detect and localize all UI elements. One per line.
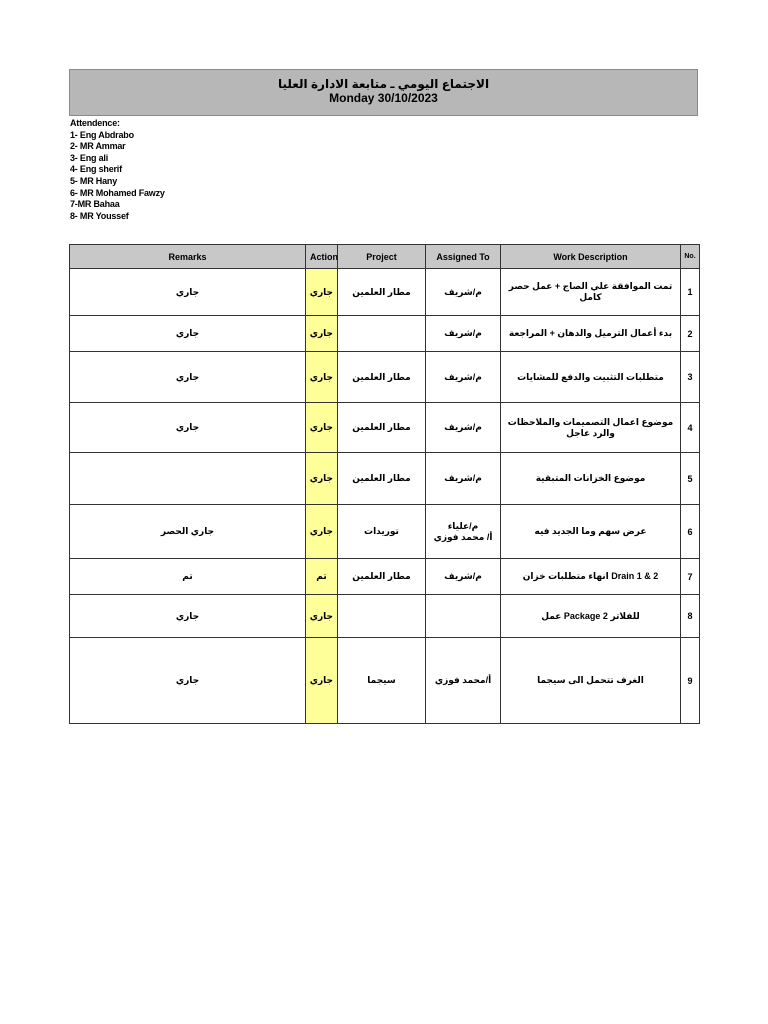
attendee: 5- MR Hany <box>70 175 118 186</box>
action-cell: جاري <box>306 403 338 453</box>
project-cell: مطار العلمين <box>338 352 426 403</box>
project-cell: مطار العلمين <box>338 453 426 505</box>
tasks-table <box>69 244 700 724</box>
row-number-cell: 1 <box>681 269 700 316</box>
row-number-cell: 7 <box>681 559 700 595</box>
work-description-cell: عرض سهم وما الجديد فيه <box>501 505 681 559</box>
row-number-cell: 2 <box>681 316 700 352</box>
remarks-cell: جاري <box>70 316 306 352</box>
column-header-no: No. <box>681 245 700 269</box>
work-description-cell: متطلبات التثبيت والدفع للمشايات <box>501 352 681 403</box>
column-header-work: Work Description <box>501 245 681 269</box>
table-row <box>70 316 700 352</box>
action-cell: تم <box>306 559 338 595</box>
table-header-row <box>70 245 700 269</box>
attendee: 7-MR Bahaa <box>70 199 120 210</box>
work-description-cell: الغرف تتحمل الى سيجما <box>501 638 681 724</box>
table-row <box>70 559 700 595</box>
project-cell: سيجما <box>338 638 426 724</box>
assigned-cell: م/شريف <box>426 453 501 505</box>
attendance-label: Attendence: <box>70 118 120 128</box>
column-header-remarks: Remarks <box>70 245 306 269</box>
work-description-cell: للفلاتر Package 2 عمل <box>501 595 681 638</box>
remarks-cell: جاري <box>70 638 306 724</box>
remarks-cell: جاري <box>70 403 306 453</box>
work-description-cell: تمت الموافقة علي الصاج + عمل حصر كامل <box>501 269 681 316</box>
attendee: 3- Eng ali <box>70 152 109 163</box>
table-row <box>70 269 700 316</box>
row-number-cell: 6 <box>681 505 700 559</box>
remarks-cell: جاري <box>70 595 306 638</box>
project-cell: مطار العلمين <box>338 269 426 316</box>
assigned-cell: م/شريف <box>426 316 501 352</box>
table-row <box>70 505 700 559</box>
attendee: 4- Eng sherif <box>70 164 122 175</box>
remarks-cell: جاري الحصر <box>70 505 306 559</box>
attendee: 2- MR Ammar <box>70 141 126 152</box>
column-header-assigned: Assigned To <box>426 245 501 269</box>
project-cell <box>338 316 426 352</box>
assigned-cell <box>426 595 501 638</box>
assigned-cell: م/شريف <box>426 559 501 595</box>
assigned-cell: م/شريف <box>426 352 501 403</box>
table-row <box>70 595 700 638</box>
table-row <box>70 453 700 505</box>
assigned-cell: م/علياء أ/ محمد فوزي <box>426 505 501 559</box>
action-cell: جاري <box>306 505 338 559</box>
remarks-cell: جاري <box>70 352 306 403</box>
report-date: Monday 30/10/2023 <box>329 91 438 105</box>
table-row <box>70 638 700 724</box>
table-row <box>70 403 700 453</box>
attendance-list <box>70 118 165 222</box>
assigned-cell: م/شريف <box>426 403 501 453</box>
report-header <box>69 69 698 116</box>
project-cell: مطار العلمين <box>338 559 426 595</box>
attendee: 8- MR Youssef <box>70 210 129 221</box>
assigned-cell: أ/محمد فوزي <box>426 638 501 724</box>
attendee: 1- Eng Abdrabo <box>70 129 134 140</box>
work-description-cell: Drain 1 & 2 انهاء متطلبات خزان <box>501 559 681 595</box>
row-number-cell: 9 <box>681 638 700 724</box>
column-header-action: Action <box>306 245 338 269</box>
remarks-cell <box>70 453 306 505</box>
work-description-cell: موضوع الخزانات المتبقية <box>501 453 681 505</box>
project-cell <box>338 595 426 638</box>
row-number-cell: 3 <box>681 352 700 403</box>
action-cell: جاري <box>306 453 338 505</box>
attendee: 6- MR Mohamed Fawzy <box>70 187 165 198</box>
action-cell: جاري <box>306 269 338 316</box>
row-number-cell: 5 <box>681 453 700 505</box>
assigned-cell: م/شريف <box>426 269 501 316</box>
report-title: الاجتماع اليومي ـ متابعة الادارة العليا <box>277 77 490 91</box>
remarks-cell: تم <box>70 559 306 595</box>
action-cell: جاري <box>306 595 338 638</box>
action-cell: جاري <box>306 638 338 724</box>
work-description-cell: موضوع اعمال التصميمات والملاحظات والرد عاجل <box>501 403 681 453</box>
project-cell: توريدات <box>338 505 426 559</box>
table-row <box>70 352 700 403</box>
row-number-cell: 8 <box>681 595 700 638</box>
column-header-project: Project <box>338 245 426 269</box>
row-number-cell: 4 <box>681 403 700 453</box>
remarks-cell: جاري <box>70 269 306 316</box>
work-description-cell: بدء أعمال الترميل والدهان + المراجعة <box>501 316 681 352</box>
action-cell: جاري <box>306 352 338 403</box>
project-cell: مطار العلمين <box>338 403 426 453</box>
action-cell: جاري <box>306 316 338 352</box>
